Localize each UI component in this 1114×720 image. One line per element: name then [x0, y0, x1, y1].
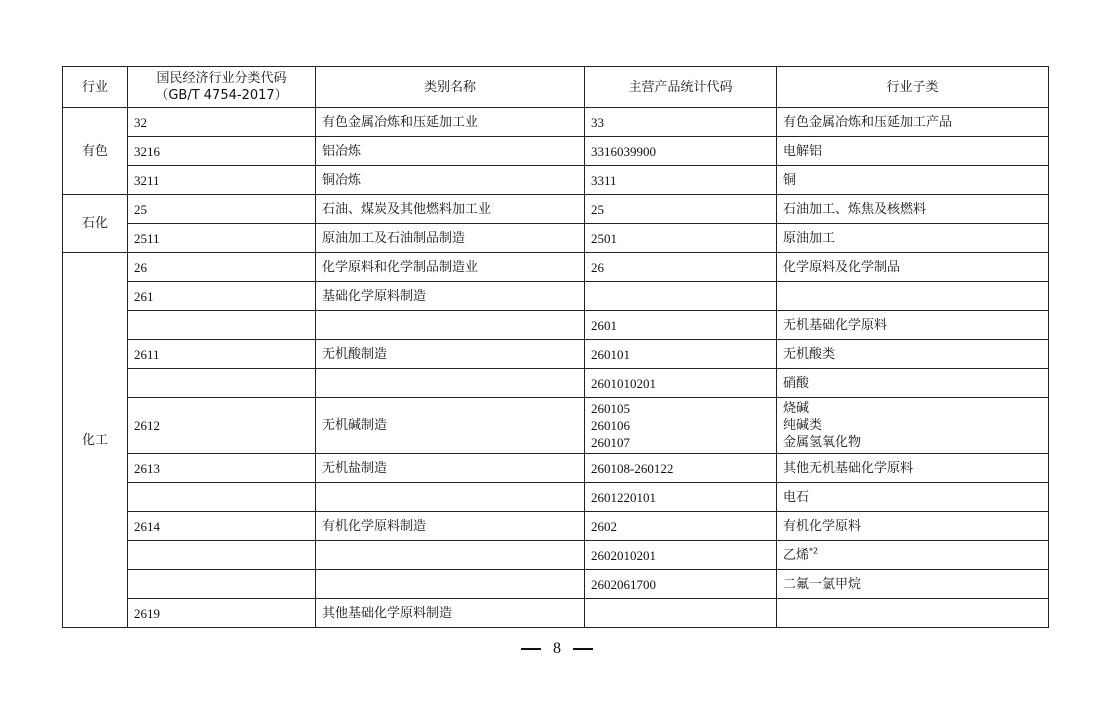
product-code-cell: 2602	[585, 512, 777, 541]
table-header-row	[63, 67, 1049, 108]
table-row	[63, 108, 1049, 137]
product-code-cell: 2602061700	[585, 570, 777, 599]
industry-cell-chemical: 化工	[63, 253, 128, 628]
gb-code-cell: 26	[128, 253, 316, 282]
table-row	[63, 570, 1049, 599]
subcategory-cell	[777, 599, 1049, 628]
product-code-line: 260105	[591, 401, 630, 416]
gb-code-cell: 2611	[128, 340, 316, 369]
table-row	[63, 282, 1049, 311]
footer-dash-right	[573, 648, 593, 650]
category-name-cell: 石油、煤炭及其他燃料加工业	[316, 195, 585, 224]
gb-code-cell: 2619	[128, 599, 316, 628]
table-row	[63, 599, 1049, 628]
gb-code-cell: 2614	[128, 512, 316, 541]
subcategory-cell: 电解铝	[777, 137, 1049, 166]
gb-code-cell	[128, 483, 316, 512]
header-gb-code-title: 国民经济行业分类代码	[156, 71, 287, 86]
subcategory-cell	[777, 398, 1049, 454]
table-row	[63, 541, 1049, 570]
header-industry: 行业	[63, 67, 128, 108]
product-code-cell: 3311	[585, 166, 777, 195]
header-subcategory: 行业子类	[777, 67, 1049, 108]
product-code-cell	[585, 599, 777, 628]
category-name-cell: 有色金属冶炼和压延加工业	[316, 108, 585, 137]
industry-classification-table	[62, 66, 1049, 628]
product-code-cell: 26	[585, 253, 777, 282]
category-name-cell: 其他基础化学原料制造	[316, 599, 585, 628]
category-name-cell: 铜冶炼	[316, 166, 585, 195]
product-code-cell	[585, 398, 777, 454]
product-code-cell: 33	[585, 108, 777, 137]
industry-cell-nonferrous: 有色	[63, 108, 128, 195]
subcategory-line: 金属氢氧化物	[783, 435, 862, 450]
category-name-cell	[316, 311, 585, 340]
category-name-cell: 基础化学原料制造	[316, 282, 585, 311]
table-row	[63, 137, 1049, 166]
table-row	[63, 224, 1049, 253]
subcategory-cell	[777, 541, 1049, 570]
subcategory-cell: 原油加工	[777, 224, 1049, 253]
footer-dash-left	[521, 648, 541, 650]
category-name-cell: 无机碱制造	[316, 398, 585, 454]
subcategory-cell: 电石	[777, 483, 1049, 512]
subcategory-cell: 无机基础化学原料	[777, 311, 1049, 340]
table-row	[63, 512, 1049, 541]
product-code-cell: 260108-260122	[585, 454, 777, 483]
subcategory-cell: 有机化学原料	[777, 512, 1049, 541]
table-row	[63, 398, 1049, 454]
product-code-cell: 2601	[585, 311, 777, 340]
table-row	[63, 166, 1049, 195]
category-name-cell: 化学原料和化学制品制造业	[316, 253, 585, 282]
gb-code-cell	[128, 369, 316, 398]
category-name-cell	[316, 570, 585, 599]
subcategory-line: 纯碱类	[783, 418, 823, 433]
subcategory-cell: 石油加工、炼焦及核燃料	[777, 195, 1049, 224]
product-code-line: 260106	[591, 418, 630, 433]
subcategory-cell: 无机酸类	[777, 340, 1049, 369]
subcategory-cell: 有色金属冶炼和压延加工产品	[777, 108, 1049, 137]
industry-cell-petrochem: 石化	[63, 195, 128, 253]
category-name-cell: 无机盐制造	[316, 454, 585, 483]
gb-code-cell: 261	[128, 282, 316, 311]
gb-code-cell: 32	[128, 108, 316, 137]
category-name-cell	[316, 369, 585, 398]
subcategory-cell	[777, 282, 1049, 311]
product-code-cell: 2602010201	[585, 541, 777, 570]
category-name-cell	[316, 541, 585, 570]
table-row	[63, 311, 1049, 340]
gb-code-cell: 2511	[128, 224, 316, 253]
header-category-name: 类别名称	[316, 67, 585, 108]
gb-code-cell: 3216	[128, 137, 316, 166]
subcategory-cell: 化学原料及化学制品	[777, 253, 1049, 282]
subcategory-cell: 其他无机基础化学原料	[777, 454, 1049, 483]
category-name-cell: 有机化学原料制造	[316, 512, 585, 541]
subcategory-cell: 二氟一氯甲烷	[777, 570, 1049, 599]
product-code-cell: 2601220101	[585, 483, 777, 512]
table-row	[63, 369, 1049, 398]
category-name-cell: 无机酸制造	[316, 340, 585, 369]
category-name-cell: 原油加工及石油制品制造	[316, 224, 585, 253]
page-number: 8	[553, 640, 561, 657]
header-product-code: 主营产品统计代码	[585, 67, 777, 108]
product-code-cell: 25	[585, 195, 777, 224]
product-code-cell: 2501	[585, 224, 777, 253]
page-footer	[0, 640, 1114, 658]
subcategory-line: 烧碱	[783, 401, 810, 416]
gb-code-cell	[128, 570, 316, 599]
table-row	[63, 195, 1049, 224]
product-code-cell: 3316039900	[585, 137, 777, 166]
gb-code-cell: 25	[128, 195, 316, 224]
header-gb-code-standard: （GB/T 4754-2017）	[155, 88, 288, 103]
product-code-cell: 260101	[585, 340, 777, 369]
product-code-cell	[585, 282, 777, 311]
gb-code-cell: 2612	[128, 398, 316, 454]
table-row	[63, 454, 1049, 483]
product-code-line: 260107	[591, 435, 630, 450]
gb-code-cell	[128, 541, 316, 570]
table-row	[63, 340, 1049, 369]
subcategory-cell: 硝酸	[777, 369, 1049, 398]
table-row	[63, 483, 1049, 512]
subcategory-text: 乙烯	[783, 547, 810, 563]
subcategory-cell: 铜	[777, 166, 1049, 195]
header-gb-code	[128, 67, 316, 108]
footnote-marker: *2	[809, 546, 819, 556]
category-name-cell	[316, 483, 585, 512]
gb-code-cell	[128, 311, 316, 340]
gb-code-cell: 3211	[128, 166, 316, 195]
category-name-cell: 铝冶炼	[316, 137, 585, 166]
product-code-cell: 2601010201	[585, 369, 777, 398]
gb-code-cell: 2613	[128, 454, 316, 483]
table-row	[63, 253, 1049, 282]
